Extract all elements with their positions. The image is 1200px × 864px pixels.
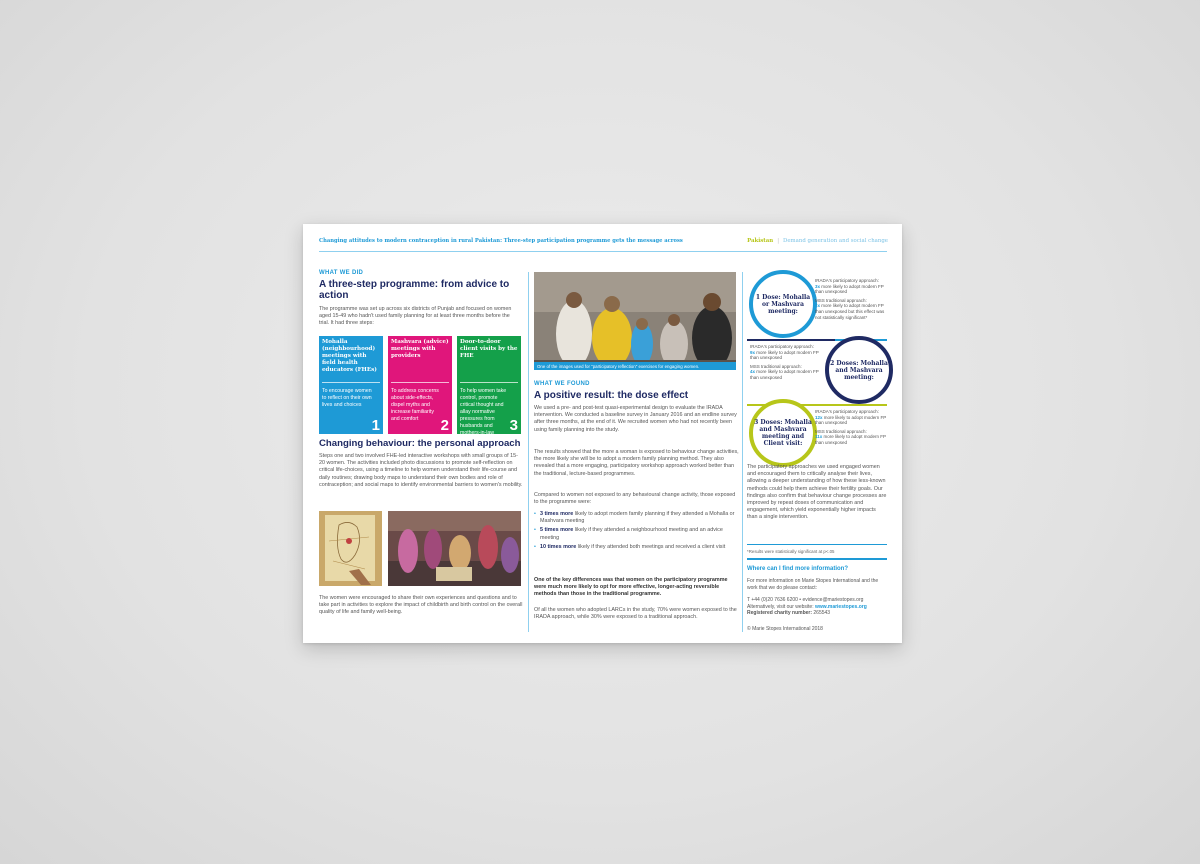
brochure-sheet bbox=[303, 224, 902, 643]
dose-3-stats bbox=[815, 409, 889, 446]
dose-1-irada-value: 3x bbox=[815, 283, 821, 289]
result-1-strong: 3 times more bbox=[540, 511, 574, 517]
step-2-title: Mashvara (advice) meetings with providers bbox=[391, 339, 449, 359]
dose-1-label: 1 Dose: Mohalla or Mashvara meeting: bbox=[755, 293, 811, 315]
what-we-found-eyebrow: WHAT WE FOUND bbox=[534, 381, 590, 387]
info-text: For more information on Marie Stopes International and the work that we do please contact: bbox=[747, 578, 879, 591]
middle-title: A positive result: the dose effect bbox=[534, 390, 689, 401]
result-item-1 bbox=[534, 511, 739, 525]
middle-p4: Of all the women who adopted LARCs in the study, 70% were women exposed to the IRADA approach, while 30% were exposed to a traditional approach. bbox=[534, 607, 737, 621]
step-3-number: 3 bbox=[509, 417, 518, 434]
dose-3-irada-line bbox=[815, 415, 889, 426]
dose-2-mss-line bbox=[750, 369, 822, 380]
step-1-divider bbox=[322, 382, 380, 383]
header-country: Pakistan bbox=[747, 238, 774, 244]
header-separator: | bbox=[777, 238, 780, 244]
dose-2-irada-value: 9x bbox=[750, 349, 756, 355]
step-box-3 bbox=[457, 336, 521, 434]
dose-1-irada-line bbox=[815, 284, 889, 295]
header-title: Changing attitudes to modern contraception in rural Pakistan: Three-step participation programme gets the message across bbox=[319, 238, 683, 244]
middle-bold-para: One of the key differences was that women on the participatory programme were much more likely to opt for more effective, longer-acting reversible methods than those in the traditional programme. bbox=[534, 577, 728, 598]
result-2-text: likely if they attended a neighbourhood meeting and an advice meeting bbox=[540, 527, 723, 541]
dose-2-label: 2 Doses: Mohalla and Mashvara meeting: bbox=[830, 359, 888, 381]
dose-2-line bbox=[747, 339, 835, 341]
step-box-1 bbox=[319, 336, 383, 434]
header-rule bbox=[319, 251, 887, 252]
middle-p1: We used a pre- and post-test quasi-experimental design to evaluate the IRADA intervention. We conducted a baseline survey in January 2016 and an endline survey after three months, at the end of it. We recruited women who had not recently been using family planning into the study. bbox=[534, 405, 737, 433]
dose-1-irada-text: more likely to adopt modern FP than unexposed bbox=[815, 283, 884, 295]
step-1-body: To encourage women to reflect on their own lives and choices bbox=[322, 388, 372, 408]
dose-1-mss-label: MSS traditional approach: bbox=[815, 297, 867, 303]
what-we-did-eyebrow: WHAT WE DID bbox=[319, 270, 364, 276]
middle-p3: Compared to women not exposed to any behavioural change activity, those exposed to the programme were: bbox=[534, 492, 736, 506]
step-1-title: Mohalla (neighbourhood) meetings with field health educators (FHEs) bbox=[322, 339, 377, 373]
header-category: Demand generation and social change bbox=[783, 238, 888, 244]
photo-caption: One of the images used for "participatory reflection" exercises for engaging women. bbox=[537, 364, 700, 369]
dose-2-irada-line bbox=[750, 350, 822, 361]
results-list bbox=[534, 511, 739, 553]
reflection-photo bbox=[534, 272, 736, 370]
dose-2-irada-text: more likely to adopt modern FP than unexposed bbox=[750, 349, 819, 361]
dose-2-stats bbox=[750, 344, 822, 381]
footnote-rule bbox=[747, 544, 887, 545]
dose-1-stats bbox=[815, 278, 889, 320]
footnote: *Results were statistically significant at p<.05 bbox=[747, 549, 835, 554]
left-intro: The programme was set up across six districts of Punjab and focused on women aged 15-49 who hadn't used family planning for at least three months before the trial. It had three steps: bbox=[319, 306, 512, 327]
dose-2-mss-text: more likely to adopt modern FP than unexposed bbox=[750, 369, 819, 380]
right-para: The participatory approaches we used engaged women and encouraged them to critically analyse their lives, allowing a deeper understanding of how these less-known methods could help them achieve their fertility goals. Our findings also confirm that behaviour change processes are improved by repeat doses of communication and engagement, which yield exponentially higher impacts than a single intervention. bbox=[747, 464, 887, 521]
dose-1-circle bbox=[749, 270, 817, 338]
web-label: Alternatively, visit our website: bbox=[747, 603, 815, 610]
contact-phone: T +44 (0)20 7636 6200 • evidence@mariestopes.org bbox=[747, 597, 864, 603]
step-1-number: 1 bbox=[371, 417, 380, 434]
dose-2-circle bbox=[825, 336, 893, 404]
info-title: Where can I find more information? bbox=[747, 566, 849, 572]
workshop-photo bbox=[388, 511, 521, 586]
result-item-2 bbox=[534, 527, 739, 541]
charity-line bbox=[747, 610, 892, 617]
result-item-3 bbox=[534, 544, 739, 551]
copyright: © Marie Stopes International 2018 bbox=[747, 626, 823, 632]
dose-2-mss-value: 4x bbox=[750, 369, 756, 375]
charity-label: Registered charity number: bbox=[747, 610, 814, 617]
dose-1-mss-line bbox=[815, 303, 889, 320]
dose-1-irada-label: IRADA's participatory approach: bbox=[815, 278, 879, 283]
result-3-strong: 10 times more bbox=[540, 543, 577, 550]
contact-web-line bbox=[747, 604, 892, 611]
dose-3-irada-text: more likely to adopt modern FP than unexposed bbox=[815, 414, 887, 426]
header-meta bbox=[747, 238, 888, 244]
website-link[interactable]: www.mariestopes.org bbox=[815, 603, 867, 610]
dose-3-mss-label: MSS traditional approach: bbox=[815, 428, 867, 434]
dose-2-irada-label: IRADA's participatory approach: bbox=[750, 344, 814, 349]
result-3-text: likely if they attended both meetings and received a client visit bbox=[576, 543, 726, 550]
dose-3-label: 3 Doses: Mohalla and Mashvara meeting and Client visit: bbox=[754, 419, 812, 447]
dose-1-mss-text: more likely to adopt modern FP than unexposed but this effect was not statistically significant* bbox=[815, 303, 885, 320]
step-3-title: Door-to-door client visits by the FHE bbox=[460, 339, 518, 359]
dose-2-mss-label: MSS traditional approach: bbox=[750, 363, 802, 369]
column-divider-1 bbox=[528, 272, 529, 632]
result-1-text: likely to adopt modern family planning if they attended a Mohalla or Mashvara meeting bbox=[540, 511, 735, 525]
left-para: Steps one and two involved FHE-led interactive workshops with small groups of 15-20 women. The activities included photo discussions to promote self-reflection on critical life-choices, using a timeline to help women understand their life-course and daily routines; drawing body maps to understand their own bodies and role of contraception; and social maps to identify environmental barriers to women's mobility. bbox=[319, 453, 523, 488]
step-box-2 bbox=[388, 336, 452, 434]
result-2-strong: 5 times more bbox=[540, 527, 574, 534]
dose-1-mss-value: 2x bbox=[815, 303, 821, 309]
dose-3-irada-label: IRADA's participatory approach: bbox=[815, 409, 879, 414]
left-title: A three-step programme: from advice to action bbox=[319, 279, 510, 301]
step-2-divider bbox=[391, 382, 449, 383]
dose-3-irada-value: 12x bbox=[815, 414, 823, 420]
dose-3-mss-text: more likely to adopt modern FP than unexposed bbox=[815, 434, 886, 445]
dose-3-mss-value: 11x bbox=[815, 434, 823, 440]
left-closing: The women were encouraged to share their own experiences and questions and to take part in activities to explore the impact of childbirth and birth control on the overall quality of life and family well-being. bbox=[319, 595, 523, 616]
contact-block bbox=[747, 597, 892, 617]
dose-3-mss-line bbox=[815, 434, 889, 445]
step-2-number: 2 bbox=[440, 417, 449, 434]
body-map-photo bbox=[319, 511, 382, 586]
dose-3-circle bbox=[749, 399, 817, 467]
step-3-divider bbox=[460, 382, 518, 383]
step-2-body: To address concerns about side-effects, dispel myths and increase familiarity and comfort bbox=[391, 388, 439, 422]
info-rule bbox=[747, 558, 887, 560]
left-subtitle: Changing behaviour: the personal approach bbox=[319, 438, 521, 449]
step-3-body: To help women take control, promote critical thought and allay normative pressures from husbands and mothers-in-law bbox=[460, 388, 507, 436]
middle-p2: The results showed that the more a woman is exposed to behaviour change activities, the more likely she will be to adopt a modern family planning method. They also revealed that a more engaging, participatory workshop approach worked better than the traditional, lecture-based programmes. bbox=[534, 449, 739, 477]
column-divider-2 bbox=[742, 272, 743, 632]
charity-number: 265543 bbox=[813, 610, 831, 617]
